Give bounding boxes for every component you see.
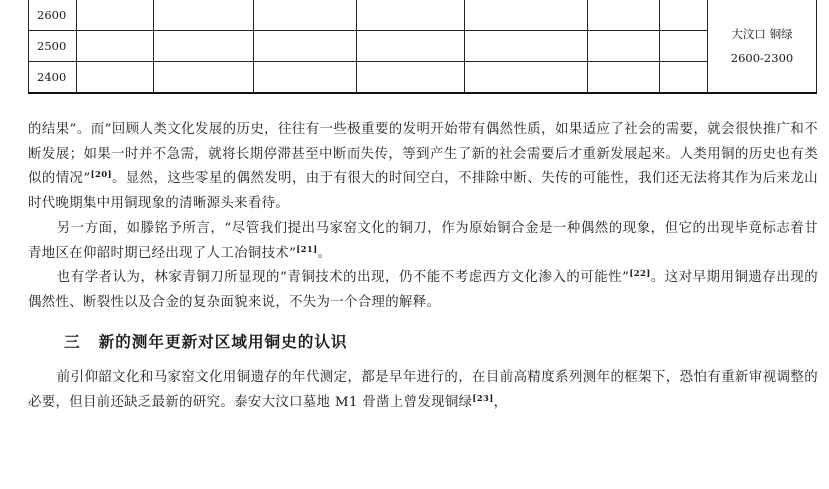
- text-run: 前引仰韶文化和马家窑文化用铜遗存的年代测定，都是早年进行的，在目前高精度系列测年的框架下，恐怕有重新审视调整的必要，但目前还缺乏最新的研究。泰安大汶口墓地 M1 骨凿上曾发现铜绿: [28, 370, 818, 411]
- paragraph-3: [28, 266, 818, 315]
- article-body: [28, 118, 818, 416]
- empty-cell: [465, 0, 588, 31]
- empty-cell: [588, 0, 660, 31]
- empty-cell: [154, 31, 254, 62]
- year-cell: 2500: [29, 31, 77, 62]
- empty-cell: [77, 31, 154, 62]
- paragraph-1: [28, 118, 818, 217]
- table-row: [29, 31, 817, 62]
- table-row: [29, 62, 817, 94]
- text-run: 的结果”。而“回顾人类文化发展的历史，往往有一些极重要的发明开始带有偶然性质，如果适应了社会的需要，就会很快推广和不断发展；如果一时并不急需，就将长期停滞甚至中断而失传，等到产生了新的社会需要后才重新发展起来。人类用铜的历史也有类似的情况”: [28, 122, 818, 187]
- paragraph-2: [28, 217, 818, 266]
- chronology-table: [28, 0, 817, 94]
- year-cell: 2400: [29, 62, 77, 94]
- empty-cell: [465, 31, 588, 62]
- text-run: 另一方面，如滕铭予所言，“尽管我们提出马家窑文化的铜刀，作为原始铜合金是一种偶然的现象，但它的出现毕竟标志着甘青地区在仰韶时期已经出现了人工冶铜技术”: [28, 220, 818, 261]
- culture-name: 大汶口 铜绿: [731, 27, 793, 41]
- culture-note-cell: [708, 0, 817, 93]
- empty-cell: [77, 62, 154, 94]
- empty-cell: [660, 31, 708, 62]
- empty-cell: [154, 0, 254, 31]
- citation-ref[interactable]: [22]: [629, 269, 651, 280]
- year-cell: 2600: [29, 0, 77, 31]
- text-run: 。这对早期用铜遗存出现的偶然性、断裂性以及合金的复杂面貌来说，不失为一个合理的解释。: [28, 270, 819, 310]
- empty-cell: [254, 0, 357, 31]
- empty-cell: [254, 62, 357, 94]
- citation-ref[interactable]: [20]: [90, 170, 112, 181]
- text-run: 。显然，这些零星的偶然发明，由于有很大的时间空白，不排除中断、失传的可能性，我们还无法将其作为后来龙山时代晚期集中用铜现象的清晰源头来看待。: [28, 171, 818, 212]
- section-heading: [28, 330, 818, 355]
- table-row: [29, 0, 817, 31]
- empty-cell: [357, 62, 465, 94]
- empty-cell: [588, 62, 660, 94]
- empty-cell: [357, 0, 465, 31]
- date-range: 2600-2300: [730, 51, 794, 65]
- empty-cell: [254, 31, 357, 62]
- text-run: ，: [493, 395, 508, 411]
- empty-cell: [465, 62, 588, 94]
- section-number: 三: [64, 332, 81, 351]
- section-title: 新的测年更新对区域用铜史的认识: [98, 332, 348, 351]
- text-run: 也有学者认为，林家青铜刀所显现的“青铜技术的出现，仍不能不考虑西方文化渗入的可能性”: [56, 270, 630, 286]
- empty-cell: [77, 0, 154, 31]
- citation-ref[interactable]: [21]: [296, 244, 318, 255]
- chronology-table-fragment: [28, 0, 816, 94]
- empty-cell: [588, 31, 660, 62]
- text-run: 。: [317, 245, 332, 261]
- empty-cell: [357, 31, 465, 62]
- empty-cell: [660, 62, 708, 94]
- paragraph-4: [28, 366, 818, 415]
- empty-cell: [660, 0, 708, 31]
- citation-ref[interactable]: [23]: [472, 394, 494, 405]
- empty-cell: [154, 62, 254, 94]
